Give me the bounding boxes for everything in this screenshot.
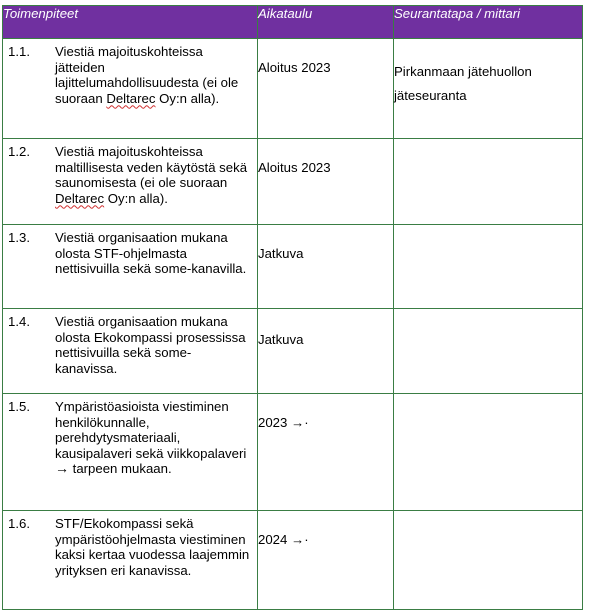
tracking-cell [394, 309, 583, 394]
action-cell [3, 394, 258, 511]
action-description: Viestiä majoituskohteissa jätteiden lajittelumahdollisuudesta (ei ole suoraan Deltarec Oy:n alla). [55, 44, 239, 106]
table-header-row [3, 6, 583, 39]
row-number: 1.2. [8, 144, 30, 159]
row-number: 1.1. [8, 44, 30, 59]
header-tracking: Seurantatapa / mittari [394, 6, 583, 39]
action-cell [3, 309, 258, 394]
tracking-cell [394, 225, 583, 309]
table-row [3, 139, 583, 225]
row-number: 1.3. [8, 230, 30, 245]
action-description: Viestiä organisaation mukana olosta STF-ohjelmasta nettisivuilla sekä some-kanavilla. [55, 230, 247, 276]
spellcheck-marked-word: Deltarec [55, 190, 105, 206]
header-actions: Toimenpiteet [3, 6, 258, 39]
schedule-cell: 2023 →· [258, 394, 394, 511]
tracking-cell [394, 511, 583, 610]
action-description: Viestiä majoituskohteissa maltillisesta veden käytöstä sekä saunomisesta (ei ole suoraan Deltarec Oy:n alla). [55, 144, 248, 206]
row-number: 1.4. [8, 314, 30, 329]
schedule-cell: Aloitus 2023 [258, 139, 394, 225]
row-number: 1.6. [8, 516, 30, 531]
schedule-cell: Aloitus 2023 [258, 39, 394, 139]
spellcheck-marked-word: Deltarec [106, 90, 156, 106]
action-cell [3, 225, 258, 309]
action-description: Ympäristöasioista viestiminen henkilökunnalle, perehdytysmateriaali, kausipalaveri sekä viikkopalaveri → tarpeen mukaan. [55, 399, 247, 476]
table-row [3, 394, 583, 511]
action-plan-table [2, 5, 583, 610]
schedule-cell: Jatkuva [258, 225, 394, 309]
action-cell [3, 39, 258, 139]
table-row [3, 309, 583, 394]
header-schedule: Aikataulu [258, 6, 394, 39]
table-row [3, 39, 583, 139]
tracking-cell: Pirkanmaan jätehuollon jäteseuranta [394, 39, 583, 139]
tracking-cell [394, 139, 583, 225]
tracking-cell [394, 394, 583, 511]
action-description: Viestiä organisaation mukana olosta Ekokompassi prosessissa nettisivuilla sekä some-kanavissa. [55, 314, 246, 376]
row-number: 1.5. [8, 399, 30, 414]
schedule-cell: Jatkuva [258, 309, 394, 394]
action-cell [3, 139, 258, 225]
schedule-cell: 2024 →· [258, 511, 394, 610]
table-row [3, 225, 583, 309]
table-row [3, 511, 583, 610]
action-description: STF/Ekokompassi sekä ympäristöohjelmasta viestiminen kaksi kertaa vuodessa laajemmin yrityksen eri kanavissa. [55, 516, 250, 578]
arrow-right-icon: → [55, 460, 69, 476]
action-cell [3, 511, 258, 610]
